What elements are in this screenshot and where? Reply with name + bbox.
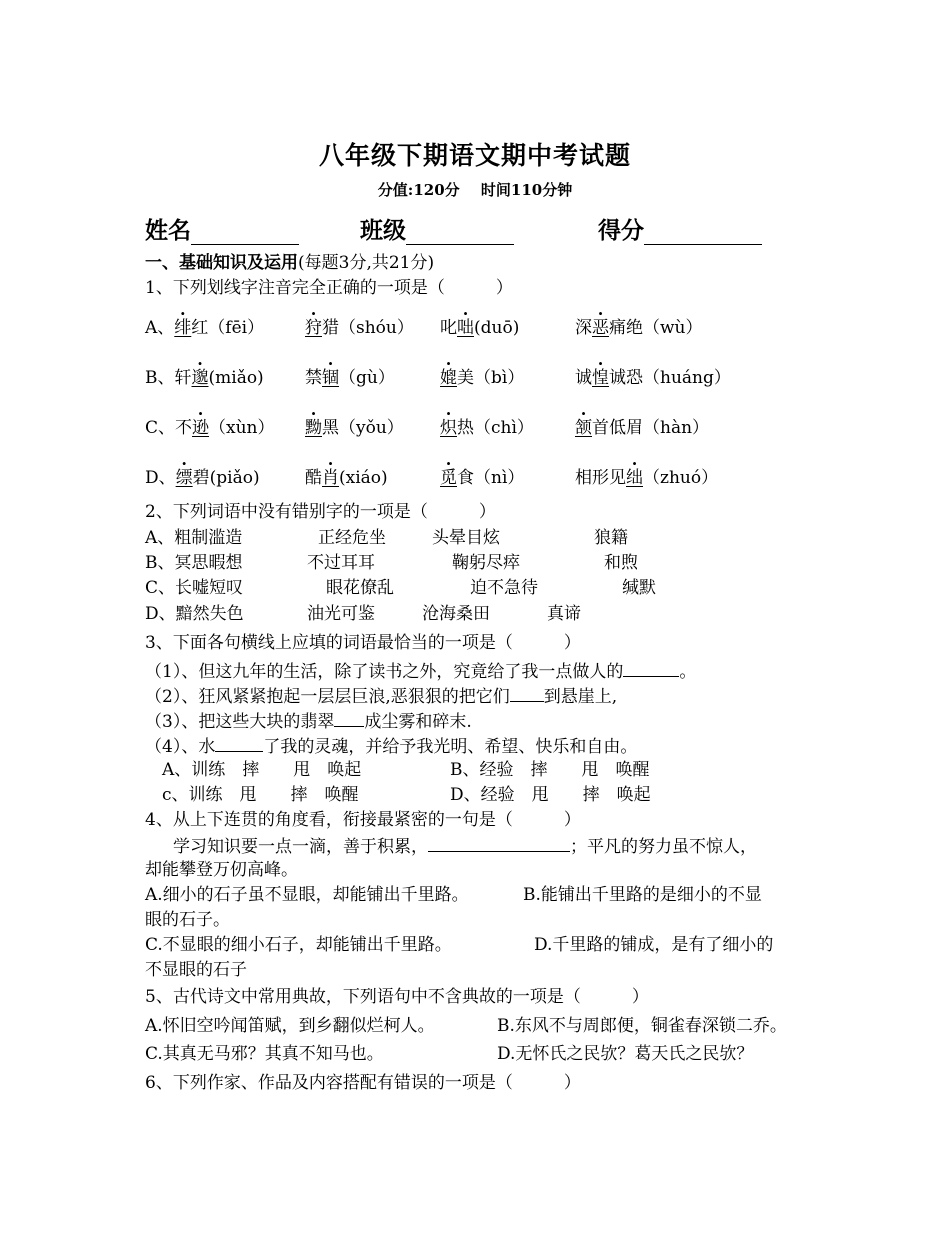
q2-option-c[interactable]: C、长嘘短叹 xyxy=(145,578,244,598)
option-label[interactable]: B、 xyxy=(145,368,175,388)
sentence-3-end: 成尘雾和碎末. xyxy=(364,712,472,732)
q2-word: 和煦 xyxy=(604,553,638,573)
q2-word: 真谛 xyxy=(547,604,581,624)
q2-word: 鞠躬尽瘁 xyxy=(452,553,520,573)
word-prefix: 叱 xyxy=(440,318,457,338)
class-blank[interactable] xyxy=(406,222,514,245)
marked-character: 狩 xyxy=(305,318,322,338)
exam-subtitle xyxy=(0,179,950,200)
blank-3[interactable] xyxy=(334,708,364,727)
option-label[interactable]: A、 xyxy=(145,318,175,338)
q3-option-d[interactable]: D、经验 甩 摔 唤起 xyxy=(450,785,651,805)
sentence-1-end: 。 xyxy=(679,662,697,682)
q2-option-d[interactable]: D、黯然失色 xyxy=(145,604,244,624)
word-suffix: (miǎo) xyxy=(208,368,264,388)
question-4-passage xyxy=(173,833,757,859)
sentence-2-text: （2）、狂风紧紧抱起一层层巨浪,恶狠狠的把它们 xyxy=(145,687,510,707)
word-prefix: 酷 xyxy=(305,468,322,488)
passage-text-cont: ；平凡的努力虽不惊人， xyxy=(570,837,757,857)
question-2-stem: 2、下列词语中没有错别字的一项是（ ） xyxy=(145,502,496,522)
question-1-stem: 1、下列划线字注音完全正确的一项是（ ） xyxy=(145,278,513,298)
marked-character: 肖 xyxy=(322,468,339,488)
word-suffix: (duō) xyxy=(474,318,520,338)
question-4-passage-cont: 却能攀登万仞高峰。 xyxy=(145,860,298,880)
word-suffix: 黑（yǒu） xyxy=(322,418,404,438)
section-title: 一、基础知识及运用 xyxy=(145,253,298,273)
sentence-2-end: 到悬崖上, xyxy=(543,687,618,707)
marked-character: 炽 xyxy=(440,418,457,438)
q1-row-b-item-1[interactable] xyxy=(145,366,264,390)
q1-row-c-item-1[interactable] xyxy=(145,416,275,440)
word-prefix: 诚 xyxy=(575,368,592,388)
sentence-1-text: （1）、但这九年的生活，除了读书之外，究竟给了我一点做人的 xyxy=(145,662,624,682)
word-suffix: 食（nì） xyxy=(457,468,525,488)
word-suffix: （zhuó） xyxy=(643,468,719,488)
score-label: 得分 xyxy=(598,217,644,244)
word-suffix: 诚恐（huáng） xyxy=(609,368,731,388)
student-info-row xyxy=(0,212,950,244)
q1-row-a-item-4 xyxy=(575,316,703,340)
q2-word: 眼花僚乱 xyxy=(326,578,394,598)
word-prefix: 禁 xyxy=(305,368,322,388)
sentence-4-end: 了我的灵魂，并给予我光明、希望、快乐和自由。 xyxy=(263,737,638,757)
sentence-4-text: （4）、水 xyxy=(145,737,216,757)
q4-option-b-cont: 眼的石子。 xyxy=(145,910,230,930)
q4-option-b[interactable]: B.能铺出千里路的是细小的不显 xyxy=(523,885,762,905)
sentence-3-text: （3）、把这些大块的翡翠 xyxy=(145,712,335,732)
q2-word: 正经危坐 xyxy=(318,528,386,548)
q2-word: 缄默 xyxy=(622,578,656,598)
q4-option-d-cont: 不显眼的石子 xyxy=(145,960,247,980)
word-suffix: (xiáo) xyxy=(339,468,388,488)
name-blank[interactable] xyxy=(191,222,299,245)
marked-character: 媲 xyxy=(440,368,457,388)
marked-character: 锢 xyxy=(322,368,339,388)
marked-character: 恶 xyxy=(592,318,609,338)
word-suffix: 首低眉（hàn） xyxy=(592,418,710,438)
word-prefix: 深 xyxy=(575,318,592,338)
blank-1[interactable] xyxy=(623,658,679,677)
question-3-sentence-4 xyxy=(145,733,637,759)
q5-option-d[interactable]: D.无怀氏之民欤？葛天氏之民欤？ xyxy=(497,1044,754,1064)
passage-text: 学习知识要一点一滴，善于积累， xyxy=(173,837,428,857)
marked-character: 邈 xyxy=(191,368,209,388)
q1-row-a-item-1[interactable] xyxy=(145,316,264,340)
q1-row-c-item-2 xyxy=(305,416,404,440)
section-note: (每题3分,共21分) xyxy=(298,253,435,273)
q1-row-b-item-4 xyxy=(575,366,731,390)
marked-character: 绌 xyxy=(626,468,643,488)
word-suffix: 红（fēi） xyxy=(191,318,265,338)
option-label[interactable]: D、 xyxy=(145,468,176,488)
q2-word: 头晕目炫 xyxy=(432,528,500,548)
class-field[interactable] xyxy=(360,212,514,245)
word-suffix: （xùn） xyxy=(209,418,275,438)
q3-option-b[interactable]: B、经验 摔 甩 唤醒 xyxy=(450,760,650,780)
q4-option-c[interactable]: C.不显眼的细小石子，却能铺出千里路。 xyxy=(145,935,452,955)
marked-character: 惶 xyxy=(592,368,609,388)
name-label: 姓名 xyxy=(145,217,191,244)
q1-row-d-item-1[interactable] xyxy=(145,466,260,490)
marked-character: 咄 xyxy=(457,318,474,338)
word-prefix: 相形见 xyxy=(575,468,626,488)
word-prefix: 轩 xyxy=(174,368,192,388)
marked-character: 黝 xyxy=(305,418,322,438)
q5-option-b[interactable]: B.东风不与周郎便，铜雀春深锁二乔。 xyxy=(497,1016,787,1036)
q1-row-d-item-4 xyxy=(575,466,718,490)
q2-option-a[interactable]: A、粗制滥造 xyxy=(145,528,243,548)
marked-character: 绯 xyxy=(174,318,192,338)
score-value: 分值:120分 xyxy=(377,181,460,199)
passage-blank[interactable] xyxy=(428,833,570,852)
word-suffix: 痛绝（wù） xyxy=(609,318,703,338)
q1-row-a-item-3 xyxy=(440,316,519,340)
question-6-stem: 6、下列作家、作品及内容搭配有错误的一项是（ ） xyxy=(145,1073,581,1093)
word-suffix: （gù） xyxy=(339,368,395,388)
score-field[interactable] xyxy=(598,212,762,245)
blank-4[interactable] xyxy=(215,733,263,752)
q1-row-b-item-2 xyxy=(305,366,395,390)
name-field[interactable] xyxy=(145,212,299,245)
q1-row-d-item-2 xyxy=(305,466,388,490)
question-3-sentence-1 xyxy=(145,658,696,684)
q2-word: 迫不急待 xyxy=(470,578,538,598)
q2-word: 沧海桑田 xyxy=(422,604,490,624)
q4-option-a[interactable]: A.细小的石子虽不显眼，却能铺出千里路。 xyxy=(145,885,469,905)
question-3-stem: 3、下面各句横线上应填的词语最恰当的一项是（ ） xyxy=(145,633,581,653)
word-suffix: 碧(piǎo) xyxy=(192,468,260,488)
q2-option-b[interactable]: B、冥思暇想 xyxy=(145,553,243,573)
blank-2[interactable] xyxy=(510,683,544,702)
q4-option-d[interactable]: D.千里路的铺成，是有了细小的 xyxy=(534,935,774,955)
question-3-sentence-2 xyxy=(145,683,617,709)
page-title: 八年级下期语文期中考试题 xyxy=(318,141,631,170)
question-5-stem: 5、古代诗文中常用典故，下列语句中不含典故的一项是（ ） xyxy=(145,987,649,1007)
word-prefix: 不 xyxy=(175,418,193,438)
q2-word: 油光可鉴 xyxy=(307,604,375,624)
q2-word: 不过耳耳 xyxy=(307,553,375,573)
word-suffix: 美（bì） xyxy=(457,368,525,388)
option-label[interactable]: C、 xyxy=(145,418,176,438)
marked-character: 逊 xyxy=(192,418,210,438)
q1-row-b-item-3 xyxy=(440,366,524,390)
marked-character: 颔 xyxy=(575,418,592,438)
time-limit: 时间110分钟 xyxy=(480,181,573,199)
q3-option-a[interactable]: A、训练 摔 甩 唤起 xyxy=(162,760,362,780)
word-suffix: 热（chì） xyxy=(457,418,534,438)
question-3-sentence-3 xyxy=(145,708,472,734)
q1-row-c-item-4 xyxy=(575,416,709,440)
class-label: 班级 xyxy=(360,217,406,244)
marked-character: 觅 xyxy=(440,468,457,488)
q1-row-d-item-3 xyxy=(440,466,524,490)
word-suffix: 猎（shóu） xyxy=(322,318,414,338)
q5-option-c[interactable]: C.其真无马邪？其真不知马也。 xyxy=(145,1044,384,1064)
q3-option-c[interactable]: c、训练 甩 摔 唤醒 xyxy=(162,785,359,805)
question-4-stem: 4、从上下连贯的角度看，衔接最紧密的一句是（ ） xyxy=(145,810,581,830)
q2-word: 狼籍 xyxy=(594,528,628,548)
score-blank[interactable] xyxy=(644,222,762,245)
q1-row-c-item-3 xyxy=(440,416,534,440)
q1-row-a-item-2 xyxy=(305,316,414,340)
section-heading xyxy=(145,251,434,275)
q5-option-a[interactable]: A.怀旧空吟闻笛赋，到乡翻似烂柯人。 xyxy=(145,1016,435,1036)
marked-character: 缥 xyxy=(175,468,193,488)
